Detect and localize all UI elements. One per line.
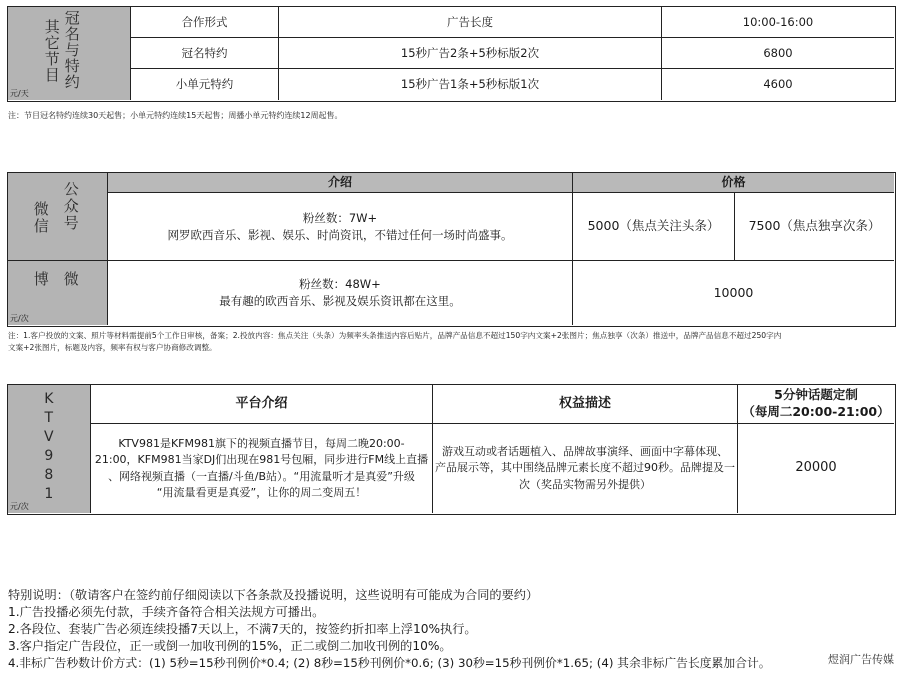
header-cooperation: 合作形式	[131, 7, 279, 38]
side-label-col-2: 博	[31, 271, 50, 286]
special-note-3: 3.客户指定广告段位，正一或倒一加收刊例的15%，正二或倒二加收刊例的10%。	[8, 639, 452, 653]
side-label-col-1: 公众号	[61, 181, 80, 232]
header-platform: 平台介绍	[91, 385, 433, 424]
wechat-desc: 网罗欧西音乐、影视、娱乐、时尚资讯，不错过任何一场时尚盛事。	[167, 227, 513, 242]
side-label-letters: K T V 9 8 1	[44, 391, 54, 502]
special-note-1: 1.广告投播必须先付款，手续齐备符合相关法规方可播出。	[8, 605, 325, 619]
row-1-price: 6800	[662, 38, 894, 69]
weibo-desc: 最有趣的欧西音乐、影视及娱乐资讯都在这里。	[219, 294, 461, 308]
special-note-4: 4.非标广告秒数计价方式：(1) 5秒=15秒刊例价*0.4; (2) 8秒=15秒刊例价*0.6; (3) 30秒=15秒刊例价*1.65; (4) 其余非标广告长度累加合计。	[8, 656, 771, 670]
header-rights: 权益描述	[433, 385, 738, 424]
unit-label: 元/天	[10, 89, 29, 98]
section2-note-1: 注：1.客户投放的文案、照片等材料需提前5个工作日审核，备案；2.投放内容：焦点关注（头条）为频率头条推送内容后贴片，品牌产品信息不超过150字内文案+2张图片；焦点独享（次条）推送中，品牌产品信息不超过250字内	[8, 331, 782, 340]
section1-side-label	[8, 7, 131, 100]
side-label-col-1: 微	[61, 271, 80, 286]
ktv-side-label	[8, 385, 91, 513]
header-price: 价格	[573, 173, 894, 193]
header-intro: 介绍	[108, 173, 573, 193]
custom-price: 20000	[795, 460, 837, 476]
side-label-col-2: 其它节目	[42, 19, 61, 83]
special-note-2: 2.各段位、套装广告必须连续投播7天以上，不满7天的，按签约折扣率上浮10%执行。	[8, 622, 477, 636]
header-ad-length: 广告长度	[279, 7, 662, 38]
special-notes-title: 特别说明：（敬请客户在签约前仔细阅读以下各条款及投播说明，这些说明有可能成为合同的要约）	[8, 588, 539, 602]
section1-note: 注：节目冠名特约连续30天起售；小单元特约连续15天起售；周播小单元特约连续12周起售。	[8, 111, 343, 120]
side-label-col-1: 冠名与特约	[62, 10, 81, 90]
section1-table	[7, 6, 896, 102]
row-2-length: 15秒广告1条+5秒标版1次	[279, 69, 662, 100]
weibo-side-label	[8, 261, 108, 325]
header-custom: 5分钟话题定制 （每周二20:00-21:00）	[738, 385, 894, 424]
side-label-col-2: 微信	[31, 201, 50, 235]
row-1-form: 冠名特约	[131, 38, 279, 69]
unit-label: 元/次	[10, 502, 29, 511]
wechat-intro	[108, 193, 573, 261]
weibo-intro	[108, 261, 573, 325]
row-2-form: 小单元特约	[131, 69, 279, 100]
row-2-price: 4600	[763, 77, 793, 92]
section2-table	[7, 172, 896, 327]
watermark-logo: 煜润广告传媒	[828, 653, 894, 666]
wechat-fans: 粉丝数：7W+	[302, 210, 378, 225]
header-time-slot: 10:00-16:00	[662, 7, 894, 38]
wechat-price-headline: 5000（焦点关注头条）	[573, 193, 735, 261]
section2-note-2: 文案+2张图片，标题及内容，频率有权与客户协商修改调整。	[8, 343, 217, 352]
section3-table	[7, 384, 896, 515]
unit-label: 元/次	[10, 314, 29, 323]
weibo-price: 10000	[713, 284, 754, 300]
rights-desc: 游戏互动或者话题植入、品牌故事演绎、画面中字幕体现、 产品展示等，其中围绕品牌元素长度不超过90秒。品牌提及一 次（奖品实物需另外提供）	[433, 424, 738, 513]
wechat-price-secondary: 7500（焦点独享次条）	[735, 193, 894, 261]
platform-intro: KTV981是KFM981旗下的视频直播节目，每周二晚20:00- 21:00，KFM981当家DJ们出现在981号包厢，同步进行FM线上直播 、网络视频直播（一直播/斗鱼/B站）。“用流量听才是真爱”升级 “用流量看更是真爱”，让你的周二变周五！	[91, 424, 433, 513]
row-1-length: 15秒广告2条+5秒标版2次	[279, 38, 662, 69]
wechat-side-label	[8, 173, 108, 261]
weibo-fans: 粉丝数：48W+	[299, 277, 381, 292]
